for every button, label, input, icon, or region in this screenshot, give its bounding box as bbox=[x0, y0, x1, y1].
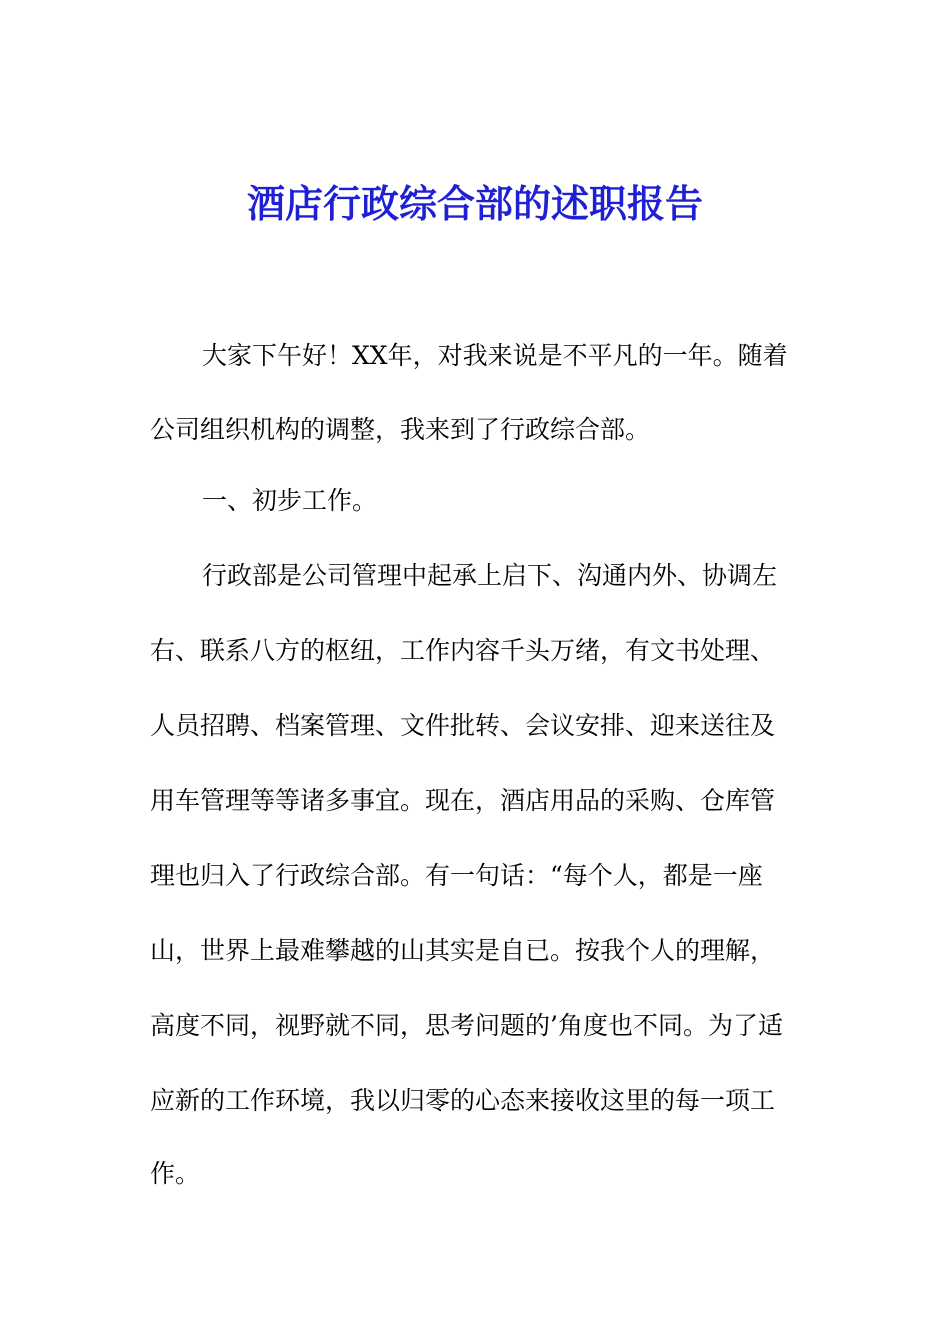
paragraph-line: 右、联系八方的枢纽，工作内容千头万绪，有文书处理、 bbox=[150, 636, 776, 665]
paragraph-line: 人员招聘、档案管理、文件批转、会议安排、迎来送往及 bbox=[150, 711, 776, 740]
paragraph-line: 大家下午好！XX年，对我来说是不平凡的一年。随着 bbox=[202, 341, 788, 370]
paragraph-line: 行政部是公司管理中起承上启下、沟通内外、协调左 bbox=[202, 561, 778, 590]
document-title: 酒店行政综合部的述职报告 bbox=[246, 181, 703, 226]
section-heading: 一、初步工作。 bbox=[202, 486, 378, 515]
paragraph-line: 公司组织机构的调整，我来到了行政综合部。 bbox=[150, 415, 651, 444]
paragraph-line: 应新的工作环境，我以归零的心态来接收这里的每一项工 bbox=[150, 1086, 776, 1115]
paragraph-line: 用车管理等等诸多事宜。现在，酒店用品的采购、仓库管 bbox=[150, 786, 776, 815]
paragraph-line: 作。 bbox=[150, 1159, 201, 1188]
paragraph-line: 高度不同，视野就不同，思考问题的’角度也不同。为了适 bbox=[150, 1011, 783, 1040]
paragraph-line: 理也归入了行政综合部。有一句话：“每个人，都是一座 bbox=[150, 861, 763, 890]
paragraph-line: 山，世界上最难攀越的山其实是自已。按我个人的理解， bbox=[150, 936, 776, 965]
